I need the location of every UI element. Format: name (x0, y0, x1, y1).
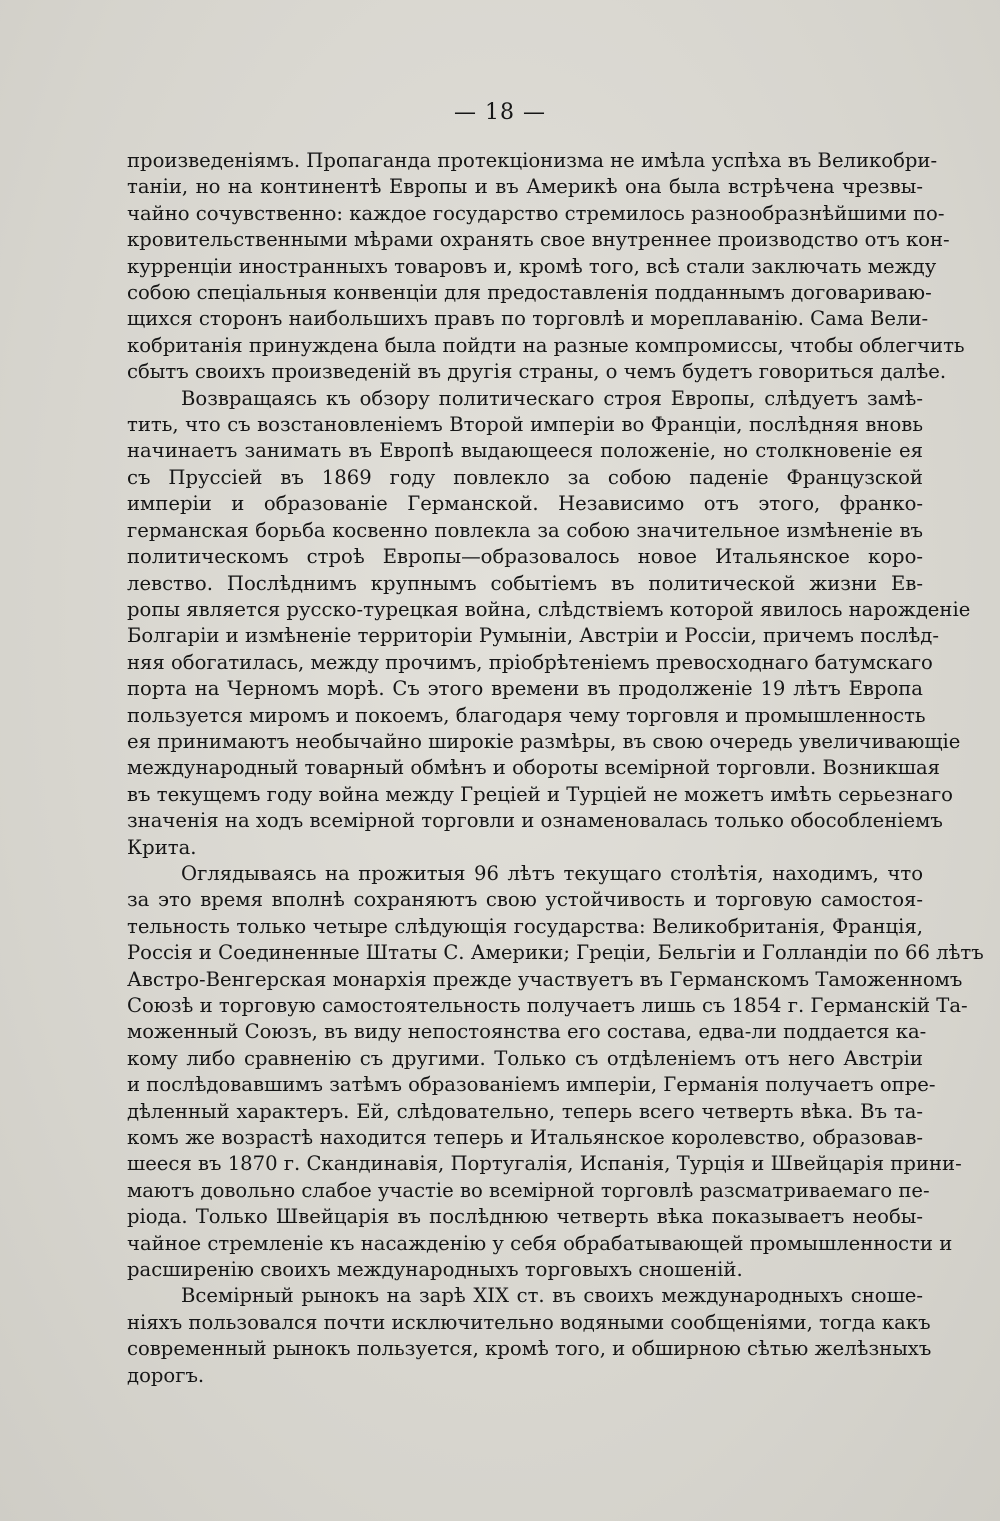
text-line: Союзѣ и торговую самостоятельность получаетъ лишь съ 1854 г. Германскій Та- (127, 994, 968, 1017)
text-line: сбытъ своихъ произведеній въ другія страны, о чемъ будетъ говориться далѣе. (127, 360, 947, 384)
text-line: за это время вполнѣ сохраняютъ свою устойчивость и торговую самостоя- (127, 888, 923, 912)
text-line: расширенію своихъ международныхъ торговыхъ сношеній. (127, 1258, 743, 1282)
text-line: Австро-Венгерская монархія прежде участвуетъ въ Германскомъ Таможенномъ (127, 967, 963, 991)
paragraph (127, 861, 984, 1284)
text-line: пользуется миромъ и покоемъ, благодаря чему торговля и промышленность (127, 703, 926, 727)
text-line: шееся въ 1870 г. Скандинавія, Португалія, Испанія, Турція и Швейцарія прини- (127, 1152, 962, 1176)
text-line: чайно сочувственно: каждое государство стремилось разнообразнѣйшими по- (127, 201, 945, 225)
paragraph (127, 386, 971, 861)
text-line: ріода. Только Швейцарія въ послѣднюю четверть вѣка показываетъ необы- (127, 1205, 923, 1229)
text-line: Россія и Соединенные Штаты С. Америки; Греціи, Бельгіи и Голландіи по 66 лѣтъ (127, 941, 984, 965)
text-line: германская борьба косвенно повлекла за собою значительное измѣненіе въ (127, 518, 923, 542)
text-line: съ Пруссіей въ 1869 году повлекло за собою паденіе Французской (127, 465, 923, 489)
text-line: значенія на ходъ всемірной торговли и ознаменовалась только обособленіемъ (127, 809, 943, 833)
text-line: Всемірный рынокъ на зарѣ XIX ст. въ своихъ международныхъ сноше- (181, 1284, 923, 1308)
text-line: Болгаріи и измѣненіе территоріи Румыніи, Австріи и Россіи, причемъ послѣд- (127, 624, 939, 648)
text-line: дорогъ. (127, 1363, 205, 1387)
text-line: порта на Черномъ морѣ. Съ этого времени въ продолженіе 19 лѣтъ Европа (127, 677, 923, 701)
page-number: — 18 — (454, 100, 546, 125)
paragraph (127, 1283, 932, 1389)
text-line: тельность только четыре слѣдующія государства: Великобританія, Франція, (127, 914, 923, 938)
text-line: ропы является русско-турецкая война, слѣдствіемъ которой явилось нарожденіе (127, 597, 971, 621)
text-line: Крита. (127, 835, 197, 859)
text-line: курренціи иностранныхъ товаровъ и, кромѣ того, всѣ стали заключать между (127, 254, 937, 278)
text-line: международный товарный обмѣнъ и обороты всемірной торговли. Возникшая (127, 756, 940, 780)
text-line: въ текущемъ году война между Греціей и Турціей не можетъ имѣть серьезнаго (127, 782, 953, 806)
text-line: кровительственными мѣрами охранять свое внутреннее производство отъ кон- (127, 228, 950, 252)
text-line: имперіи и образованіе Германской. Независимо отъ этого, франко- (127, 492, 923, 516)
text-line: дѣленный характеръ. Ей, слѣдовательно, теперь всего четверть вѣка. Въ та- (127, 1099, 923, 1123)
text-line: няя обогатилась, между прочимъ, пріобрѣтеніемъ превосходнаго батумскаго (127, 650, 933, 674)
text-line: начинаетъ занимать въ Европѣ выдающееся положеніе, но столкновеніе ея (127, 439, 923, 463)
text-line: собою спеціальныя конвенціи для предоставленія подданнымъ договариваю- (127, 281, 932, 305)
text-line: политическомъ строѣ Европы—образовалось новое Итальянское коро- (127, 545, 923, 569)
text-line: кобританія принуждена была пойдти на разные компромиссы, чтобы облегчить (127, 333, 965, 357)
text-line: маютъ довольно слабое участіе во всемірной торговлѣ разсматриваемаго пе- (127, 1178, 930, 1202)
text-line: таніи, но на континентѣ Европы и въ Америкѣ она была встрѣчена чрезвы- (127, 175, 923, 199)
text-line: произведеніямъ. Пропаганда протекціонизма не имѣла успѣха въ Великобри- (127, 149, 938, 172)
text-line: и послѣдовавшимъ затѣмъ образованіемъ имперіи, Германія получаетъ опре- (127, 1073, 936, 1097)
body-text (127, 148, 984, 1389)
text-line: Возвращаясь къ обзору политическаго строя Европы, слѣдуетъ замѣ- (181, 386, 923, 410)
text-line: тить, что съ возстановленіемъ Второй имперіи во Франціи, послѣдняя вновь (127, 413, 923, 437)
text-line: ея принимаютъ необычайно широкіе размѣры, въ свою очередь увеличивающіе (127, 729, 961, 753)
text-line: щихся сторонъ наибольшихъ правъ по торговлѣ и мореплаванію. Сама Вели- (127, 307, 929, 331)
text-line: Оглядываясь на прожитыя 96 лѣтъ текущаго столѣтія, находимъ, что (181, 861, 923, 885)
text-line: комъ же возрастѣ находится теперь и Итальянское королевство, образовав- (127, 1126, 923, 1150)
paragraph (127, 148, 965, 386)
text-line: левство. Послѣднимъ крупнымъ событіемъ въ политической жизни Ев- (127, 571, 923, 595)
text-line: чайное стремленіе къ насажденію у себя обрабатывающей промышленности и (127, 1231, 953, 1255)
text-line: кому либо сравненію съ другими. Только съ отдѣленіемъ отъ него Австріи (127, 1046, 923, 1070)
text-line: моженный Союзъ, въ виду непостоянства его состава, едва-ли поддается ка- (127, 1020, 927, 1044)
text-line: ніяхъ пользовался почти исключительно водяными сообщеніями, тогда какъ (127, 1310, 931, 1334)
text-line: современный рынокъ пользуется, кромѣ того, и обширною сѣтью желѣзныхъ (127, 1337, 932, 1361)
